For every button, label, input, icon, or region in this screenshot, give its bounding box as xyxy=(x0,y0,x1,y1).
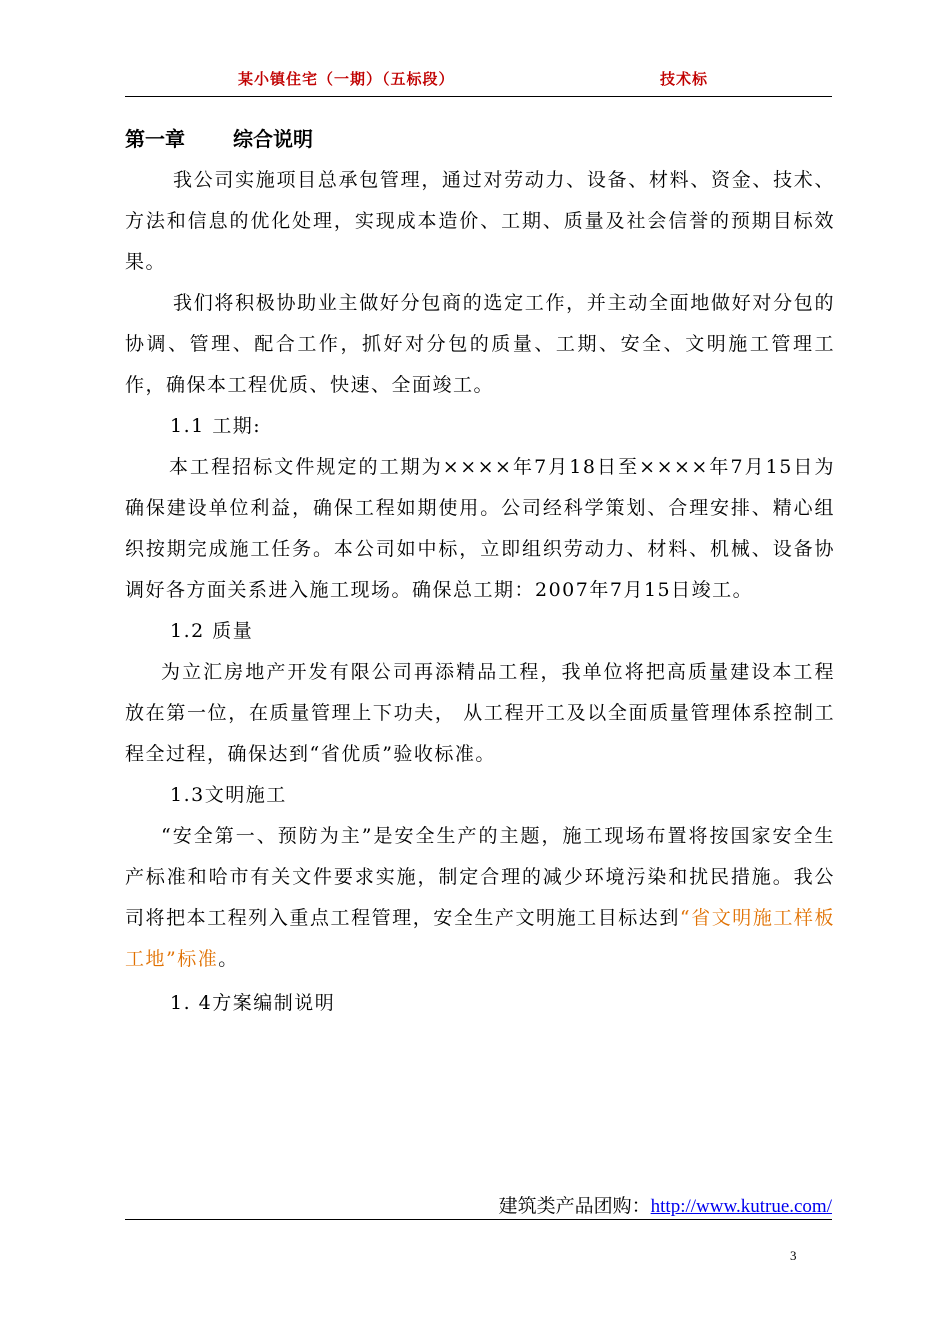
footer-link[interactable]: http://www.kutrue.com/ xyxy=(650,1196,832,1217)
header-title: 某小镇住宅（一期）（五标段） xyxy=(238,70,455,88)
page-header xyxy=(125,68,832,97)
chapter-heading xyxy=(125,118,835,160)
section-heading-schedule: 1.1 工期: xyxy=(170,415,262,437)
paragraph-schedule: 本工程招标文件规定的工期为××××年7月18日至××××年7月15日为确保建设单位利益，确保工程如期使用。公司经科学策划、合理安排、精心组织按期完成施工任务。本公司如中标，立即组织劳动力、材料、机械、设备协调好各方面关系进入施工现场。确保总工期：2007年7月15日竣工。 xyxy=(125,456,835,601)
paragraph-civilized-text: “安全第一、预防为主”是安全生产的主题，施工现场布置将按国家安全生产标准和哈市有关文件要求实施，制定合理的减少环境污染和扰民措施。我公司将把本工程列入重点工程管理，安全生产文明施工目标达到 xyxy=(125,825,835,929)
paragraph-subcontract: 我们将积极协助业主做好分包商的选定工作，并主动全面地做好对分包的协调、管理、配合工作，抓好对分包的质量、工期、安全、文明施工管理工作，确保本工程优质、快速、全面竣工。 xyxy=(125,292,835,396)
paragraph-quality: 为立汇房地产开发有限公司再添精品工程，我单位将把高质量建设本工程放在第一位，在质量管理上下功夫， 从工程开工及以全面质量管理体系控制工程全过程，确保达到“省优质”验收标准。 xyxy=(125,661,835,765)
paragraph-civilized-end: 。 xyxy=(218,948,239,970)
paragraph-civilized xyxy=(125,816,835,980)
document-body xyxy=(125,118,835,1024)
page-number: 3 xyxy=(790,1248,797,1263)
highlight-standard: “省文明施工样板工地”标准 xyxy=(125,907,835,970)
page-footer xyxy=(125,1191,832,1220)
section-heading-plan: 1. 4方案编制说明 xyxy=(170,992,336,1014)
footer-prefix: 建筑类产品团购： xyxy=(498,1196,651,1217)
paragraph-intro: 我公司实施项目总承包管理，通过对劳动力、设备、材料、资金、技术、方法和信息的优化处理，实现成本造价、工期、质量及社会信誉的预期目标效果。 xyxy=(125,169,835,273)
section-heading-civilized: 1.3文明施工 xyxy=(170,784,287,806)
chapter-title: 综合说明 xyxy=(233,127,313,151)
header-tag: 技术标 xyxy=(660,70,709,88)
section-heading-quality: 1.2 质量 xyxy=(170,620,254,642)
chapter-number: 第一章 xyxy=(125,127,185,151)
